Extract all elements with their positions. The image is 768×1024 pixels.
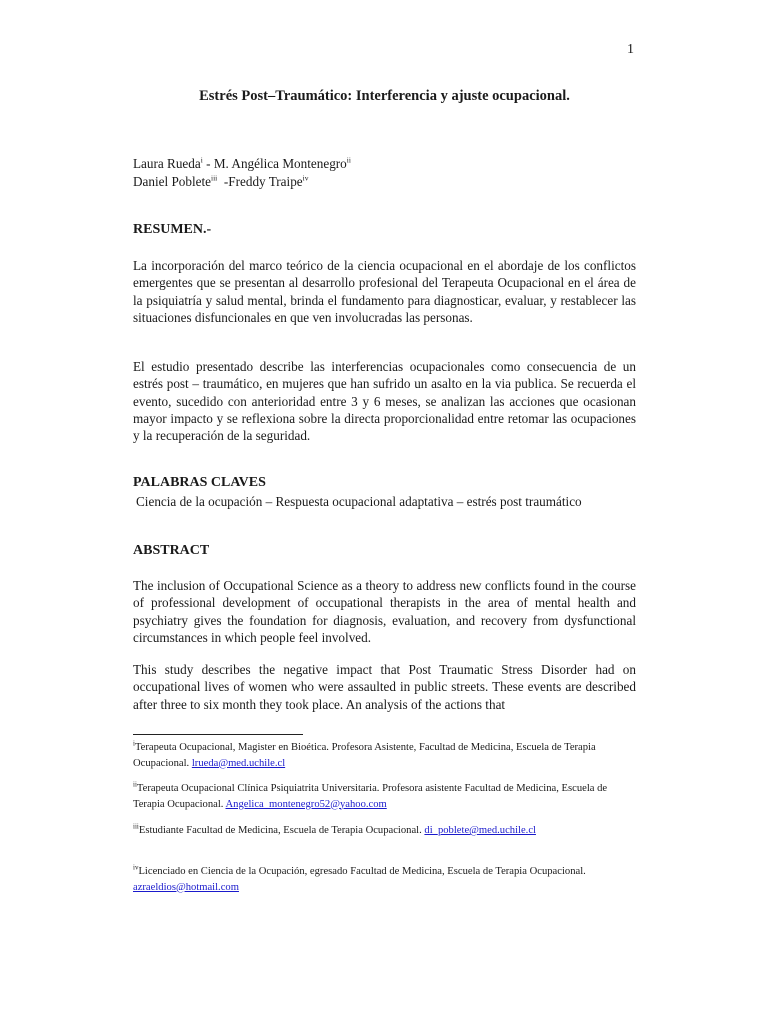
footnote-1 xyxy=(133,740,636,771)
abstract-paragraph-1: The inclusion of Occupational Science as a theory to address new conflicts found in the course of professional development of occupational therapists in the area of mental health and psychiatry gives the foundation for diagnosis, evaluation, and recovery from dysfunctional circumstances in which people feel involved. xyxy=(133,578,636,645)
author-footnote-mark: iv xyxy=(302,173,309,183)
footnote-3 xyxy=(133,823,636,839)
author-footnote-mark: iii xyxy=(211,173,218,183)
footnote-separator xyxy=(133,734,303,735)
author-footnote-mark: i xyxy=(200,155,203,165)
email-link[interactable]: lrueda@med.uchile.cl xyxy=(191,757,286,769)
email-link[interactable]: azraeldios@hotmail.com xyxy=(133,881,239,893)
author-name: Daniel Poblete xyxy=(133,174,212,189)
keywords-text: Ciencia de la ocupación – Respuesta ocupacional adaptativa – estrés post traumático xyxy=(136,494,582,509)
author-name: M. Angélica Montenegro xyxy=(213,156,347,171)
resumen-heading: RESUMEN.- xyxy=(133,222,212,237)
email-link[interactable]: Angelica_montenegro52@yahoo.com xyxy=(225,798,387,810)
footnote-text: Estudiante Facultad de Medicina, Escuela de Terapia Ocupacional. xyxy=(138,825,425,836)
author-line-1 xyxy=(133,155,636,173)
author-name: Laura Rueda xyxy=(133,156,201,171)
footnote-text: Terapeuta Ocupacional Clínica Psiquiatrita Universitaria. Profesora asistente Facultad de Medicina, Escuela de Terapia Ocupacional. xyxy=(133,783,608,810)
resumen-paragraph-1: La incorporación del marco teórico de la ciencia ocupacional en el abordaje de los conflictos emergentes que se presentan al desarrollo profesional del Terapeuta Ocupacional en el área de la psiquiatría y salud mental, brinda el fundamento para diagnosticar, evaluar, y restablecer las situaciones disfuncionales en que ven involucradas las personas. xyxy=(133,258,636,325)
author-separator: - xyxy=(217,174,229,189)
footnote-mark: ii xyxy=(133,780,137,789)
footnote-2 xyxy=(133,781,636,812)
author-line-2 xyxy=(133,173,636,191)
author-separator: - xyxy=(202,156,214,171)
author-name: Freddy Traipe xyxy=(228,174,303,189)
page-number: 1 xyxy=(627,42,634,57)
footnote-mark: i xyxy=(133,739,135,748)
footnote-mark: iv xyxy=(133,863,139,872)
footnote-4 xyxy=(133,864,636,895)
footnote-mark: iii xyxy=(133,822,139,831)
footnote-text: Licenciado en Ciencia de la Ocupación, egresado Facultad de Medicina, Escuela de Terapia Ocupacional. xyxy=(138,866,586,877)
resumen-paragraph-2: El estudio presentado describe las interferencias ocupacionales como consecuencia de un estrés post – traumático, en mujeres que han sufrido un asalto en la via publica. Se recuerda el evento, sucedido con anterioridad entre 3 y 6 meses, se analizan las acciones que ocasionan mayor impacto y se reflexiona sobre la directa proporcionalidad entre retomar las ocupaciones y la recuperación de la seguridad. xyxy=(133,359,636,444)
footnote-text: Terapeuta Ocupacional, Magister en Bioética. Profesora Asistente, Facultad de Medicina, Escuela de Terapia Ocupacional. xyxy=(133,742,596,769)
abstract-heading: ABSTRACT xyxy=(133,543,210,558)
abstract-paragraph-2: This study describes the negative impact that Post Traumatic Stress Disorder had on occupational lives of women who were assaulted in public streets. These events are described after three to six month they took place. An analysis of the actions that xyxy=(133,662,636,712)
email-link[interactable]: di_poblete@med.uchile.cl xyxy=(424,825,536,836)
paper-title: Estrés Post–Traumático: Interferencia y ajuste ocupacional. xyxy=(199,88,570,104)
keywords-heading: PALABRAS CLAVES xyxy=(133,475,266,490)
author-footnote-mark: ii xyxy=(346,155,351,165)
